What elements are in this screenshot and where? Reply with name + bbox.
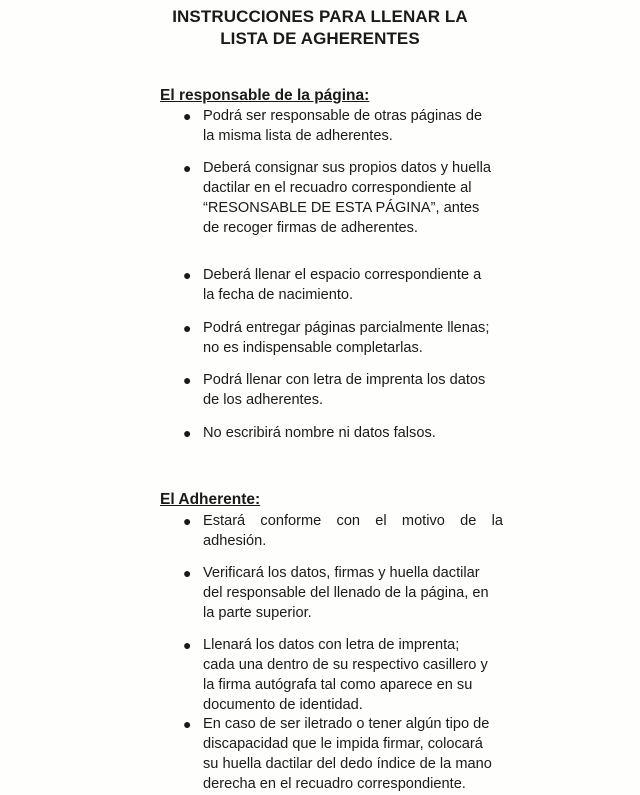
title-line-2: LISTA DE AGHERENTES xyxy=(220,29,420,48)
bullet-icon: ● xyxy=(183,160,192,176)
bullet-icon: ● xyxy=(183,108,192,124)
adherente-item-3: Llenará los datos con letra de imprenta; cada una dentro de su respectivo casillero y la firma autógrafa tal como aparece en su documento de identidad. xyxy=(203,637,488,713)
bullet-icon: ● xyxy=(183,425,192,441)
section-heading-responsable: El responsable de la página: xyxy=(160,87,370,104)
bullet-icon: ● xyxy=(183,716,192,732)
title-line-1: INSTRUCCIONES PARA LLENAR LA xyxy=(172,7,468,26)
adherente-item-2: Verificará los datos, firmas y huella dactilar del responsable del llenado de la página, en la parte superior. xyxy=(203,565,489,621)
responsable-item-5: Podrá llenar con letra de imprenta los datos de los adherentes. xyxy=(203,372,486,408)
bullet-icon: ● xyxy=(183,267,192,283)
responsable-item-3: Deberá llenar el espacio correspondiente a la fecha de nacimiento. xyxy=(203,267,482,303)
page-title xyxy=(0,6,640,50)
adherente-item-1: Estará conforme con el motivo de la adhesión. xyxy=(203,513,503,549)
bullet-icon: ● xyxy=(183,513,192,529)
section-heading-adherente: El Adherente: xyxy=(160,491,261,508)
bullet-icon: ● xyxy=(183,320,192,336)
adherente-item-4: En caso de ser iletrado o tener algún tipo de discapacidad que le impida firmar, colocará su huella dactilar del dedo índice de la mano derecha en el recuadro correspondiente. xyxy=(203,716,492,792)
responsable-item-4: Podrá entregar páginas parcialmente llenas; no es indispensable completarlas. xyxy=(203,320,490,356)
bullet-icon: ● xyxy=(183,637,192,653)
responsable-item-1: Podrá ser responsable de otras páginas de la misma lista de adherentes. xyxy=(203,108,483,144)
responsable-item-2: Deberá consignar sus propios datos y huella dactilar en el recuadro correspondiente al “RESONSABLE DE ESTA PÁGINA”, antes de recoger firmas de adherentes. xyxy=(203,160,491,236)
responsable-item-6: No escribirá nombre ni datos falsos. xyxy=(203,425,436,441)
bullet-icon: ● xyxy=(183,565,192,581)
bullet-icon: ● xyxy=(183,372,192,388)
